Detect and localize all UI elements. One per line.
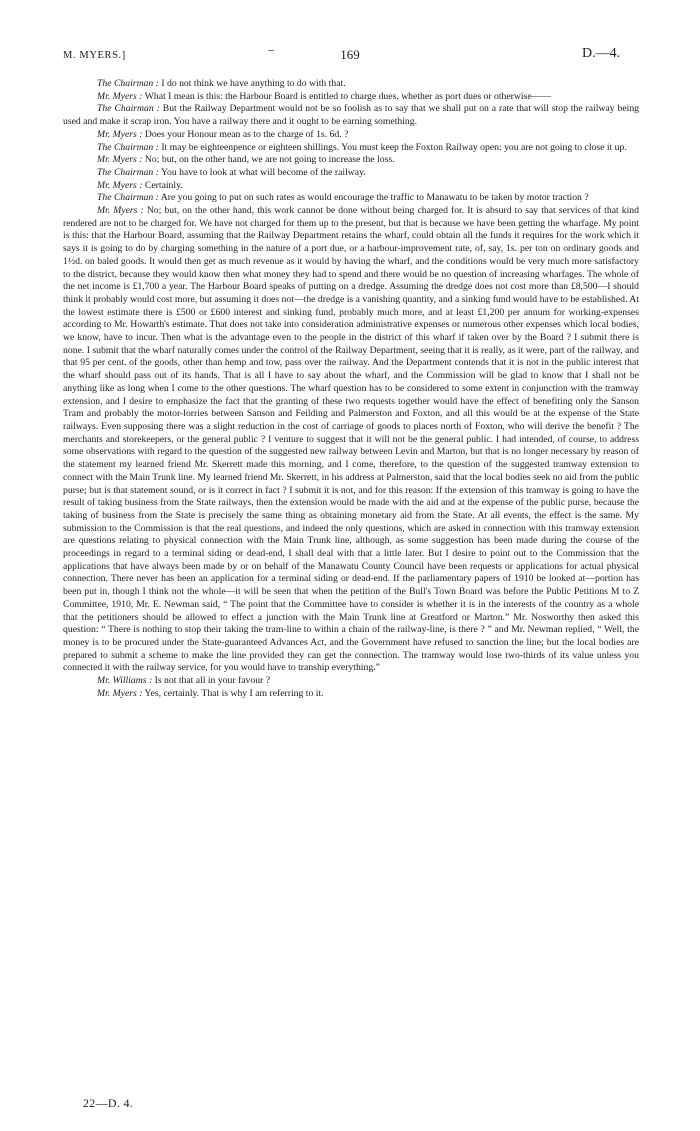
paragraph-text: It may be eighteenpence or eighteen shillings. You must keep the Foxton Railway open: you are not going to close it up.: [161, 141, 627, 153]
paragraph: [63, 192, 639, 205]
paragraph: [63, 91, 639, 104]
paragraph: [63, 142, 639, 155]
speaker: The Chairman :: [97, 141, 159, 153]
speaker: Mr. Myers :: [97, 128, 143, 140]
paragraph: [63, 167, 639, 180]
signature-mark: 22—D. 4.: [83, 1096, 134, 1110]
paragraph-text: No; but, on the other hand, we are not going to increase the loss.: [144, 154, 395, 166]
paragraph-text: What I mean is this: the Harbour Board is entitled to charge dues, whether as port dues or otherwise——: [144, 90, 552, 102]
paragraph-text: You have to look at what will become of the railway.: [160, 166, 366, 178]
speaker: Mr. Williams :: [97, 675, 153, 687]
speaker: The Chairman :: [97, 192, 159, 204]
document-reference: D.—4.: [582, 46, 621, 61]
paragraph: [63, 154, 639, 167]
paragraph: [63, 78, 639, 91]
running-head: M. MYERS.]: [63, 50, 126, 61]
paragraph: [63, 103, 639, 128]
paragraph: [63, 129, 639, 142]
speaker: Mr. Myers :: [97, 179, 143, 191]
speaker: The Chairman :: [97, 103, 160, 115]
header-mark: –: [268, 42, 274, 56]
paragraph-text: Yes, certainly. That is why I am referring to it.: [144, 687, 324, 699]
paragraph: [63, 688, 639, 701]
paragraph: [63, 180, 639, 193]
paragraph: [63, 205, 639, 675]
speaker: Mr. Myers :: [97, 205, 144, 217]
transcript-body: [63, 78, 639, 700]
page-number: 169: [340, 47, 360, 62]
paragraph-text: No; but, on the other hand, this work cannot be done without being charged for. It is absurd to say that services of that kind rendered are not to be charged for. We have not charged for them up to the present, but that is because we have been getting the wharfage. My point is this: that the Harbour Board, assuming that the Railway Department retains the wharf, could obtain all the funds it requires for the work which it says it is going to do by charging something in the nature of a port due, or a harbour-improvement rate, of, say, 1s. per ton on ordinary goods and 1½d. on baled goods. It would then get as much revenue as it would by having the wharf, and the conditions would be very much more satisfactory to the district, because they would know then what money they had to spend and there would be no question of increasing wharfages. The whole of the net income is £1,700 a year. The Harbour Board speaks of putting on a dredge. Assuming the dredge does not cost more than £8,500—I should think it probably would cost more, but assuming it does not—the dredge is a vanishing quantity, and a sinking fund would have to be established. At the lowest estimate there is £500 or £600 interest and sinking fund, probably much more, and at least £1,200 per annum for working-expenses according to Mr. Howarth's estimate. That does not take into consideration administrative expenses or numerous other expenses which local bodies, we know, have to incur. Then what is the advantage even to the people in the district of this wharf if taken over by the Board ? I submit there is none. I submit that the wharf naturally comes under the control of the Railway Department, seeing that it is really, as it were, part of the railway, and that 95 per cent. of the goods, other than hemp and tow, pass over the railway. And the Department contends that it is not in the public interest that the wharf should pass out of its hands. That is all I have to say about the wharf, and the Commission will be glad to know that I shall not be anything like as long when I come to the other questions. The wharf question has to be considered to some extent in conjunction with the tramway extension, and I desire to emphasize the fact that the granting of these two requests together would have the effect of benefiting only the Sanson Tram and probably the motor-lorries between Sanson and Feilding and Palmerston and Foxton, and all this would be at the expense of the State railways. Even supposing there was a slight reduction in the cost of carriage of goods to places north of Foxton, who will derive the benefit ? The merchants and storekeepers, or the general public ? I venture to suggest that it will not be the general public. I had intended, of course, to address some observations with regard to the question of the suggested new railway between Levin and Marton, but that is no longer necessary by reason of the statement my learned friend Mr. Skerrett made this morning, and I come, therefore, to the question of the suggested tramway extension to connect with the Main Trunk line. My learned friend Mr. Skerrett, in his address at Palmerston, said that the local bodies seek no aid from the public purse; but is that statement sound, or is it correct in fact ? I submit it is not, and for this reason: If the extension of this tramway is going to have the result of taking business from the State railways, then the extension would be made with the aid and at the expense of the public purse, because the taking of business from the State is precisely the same thing as obtaining monetary aid from the State. At all events, the effect is the same. My submission to the Commission is that the real questions, and indeed the only questions, which are asked in connection with this tramway extension are questions relating to physical connection with the Main Trunk line, although, as some suggestion has been made during the course of the proceedings in regard to a terminal siding or dead-end, I shall deal with that a little later. But I desire to point out to the Commission that the applications that have always been made by or on behalf of the Manawatu County Council have been requests or applications for actual physical connection. There never has been an application for a terminal siding or dead-end. If the parliamentary papers of 1910 be looked at—portion has been put in, though I think not the whole—it will be seen that when the petition of the Bull's Town Board was before the Public Petitions M to Z Committee, 1910, Mr. E. Newman said, “ The point that the Committee have to consider is whether it is in the interests of the country as a whole that the petitioners should be allowed to effect a junction with the Main Trunk line at Greatford or Marton.” Mr. Nosworthy then asked this question: “ There is nothing to stop their taking the tram-line to within a chain of the railway-line, is there ? ” and Mr. Newman replied, “ Well, the money is to be procured under the State-guaranteed Advances Act, and the Government have refused to sanction the line; but the local bodies are prepared to submit a scheme to make the line provided they can get the connection. The tramway would lose two-thirds of its value unless you connected it with the railway service, for you would have to tranship everything.”: [63, 205, 639, 674]
paragraph: [63, 675, 639, 688]
paragraph-text: But the Railway Department would not be so foolish as to say that we shall put on a rate that will stop the railway being used and make it scrap iron. You have a railway there and it ought to be earning something.: [63, 103, 640, 128]
speaker: Mr. Myers :: [97, 90, 143, 102]
paragraph-text: Is not that all in your favour ?: [154, 675, 271, 687]
speaker: Mr. Myers :: [97, 154, 143, 166]
speaker: The Chairman :: [97, 78, 159, 89]
paragraph-text: Does your Honour mean as to the charge of 1s. 6d. ?: [144, 128, 349, 140]
paragraph-text: Certainly.: [144, 179, 183, 191]
speaker: Mr. Myers :: [97, 687, 143, 699]
paragraph-text: Are you going to put on such rates as would encourage the traffic to Manawatu to be taken by motor traction ?: [160, 192, 589, 204]
speaker: The Chairman :: [97, 166, 159, 178]
paragraph-text: I do not think we have anything to do with that.: [161, 78, 346, 89]
